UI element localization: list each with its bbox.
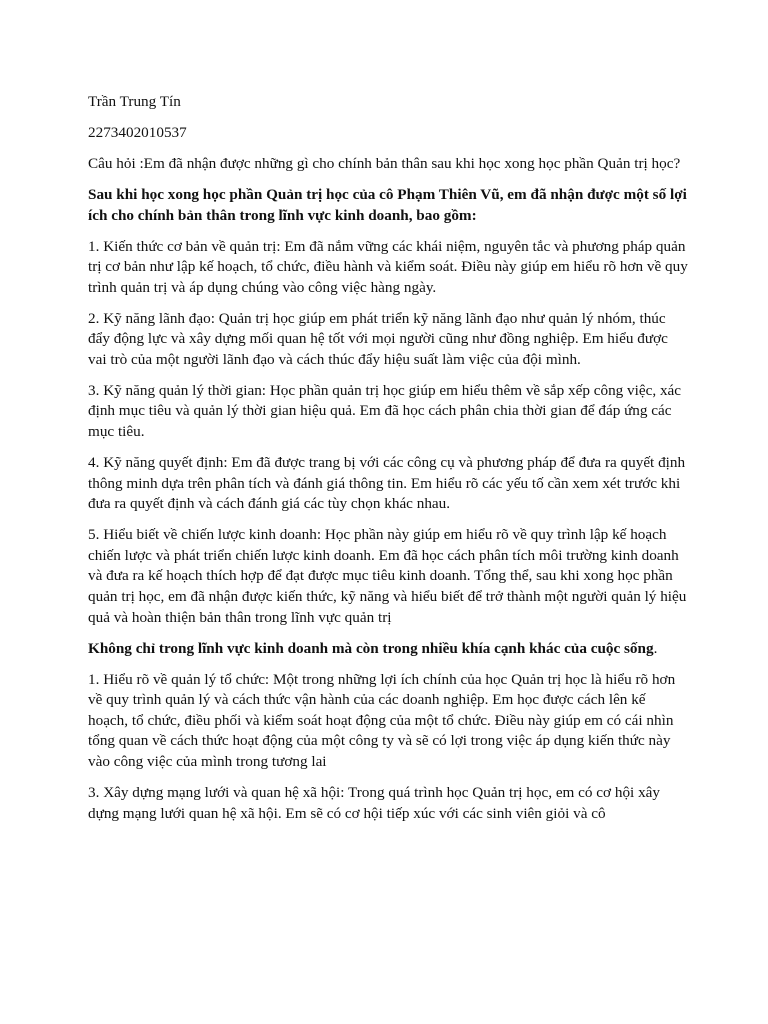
section-heading-bold: Không chỉ trong lĩnh vực kinh doanh mà còn trong nhiều khía cạnh khác của cuộc sống [88,639,654,657]
business-point: 2. Kỹ năng lãnh đạo: Quản trị học giúp em phát triển kỹ năng lãnh đạo như quản lý nhóm, thúc đẩy động lực và xây dựng mối quan hệ tốt với mọi người cũng như đồng nghiệp. Em hiểu được vai trò của một người lãnh đạo và cách thúc đẩy hiệu suất làm việc của đội mình. [88,309,668,368]
intro-paragraph: Sau khi học xong học phần Quản trị học của cô Phạm Thiên Vũ, em đã nhận được một số lợi ích cho chính bản thân trong lĩnh vực kinh doanh, bao gồm: [88,185,687,224]
life-point: 1. Hiểu rõ về quản lý tổ chức: Một trong những lợi ích chính của học Quản trị học là hiểu rõ hơn về quy trình quản lý và cách thức vận hành của các doanh nghiệp. Em học được cách lên kế hoạch, tổ chức, điều phối và kiểm soát hoạt động của một tổ chức. Điều này giúp em có cái nhìn tổng quan về cách thức hoạt động của một công ty và sẽ có lợi trong việc áp dụng kiến thức này vào công việc của mình trong tương lai [88,670,676,770]
question-text: Câu hỏi :Em đã nhận được những gì cho chính bản thân sau khi học xong học phần Quản trị học? [88,154,681,172]
business-point: 4. Kỹ năng quyết định: Em đã được trang bị với các công cụ và phương pháp để đưa ra quyết định thông minh dựa trên phân tích và đánh giá thông tin. Em hiểu rõ các yếu tố cần xem xét trước khi đưa ra quyết định và cách đánh giá các tùy chọn khác nhau. [88,454,686,513]
author-name: Trần Trung Tín [88,93,181,110]
student-id: 2273402010537 [88,123,187,141]
business-point: 1. Kiến thức cơ bản về quản trị: Em đã nắm vững các khái niệm, nguyên tắc và phương pháp quản trị cơ bản như lập kế hoạch, tổ chức, điều hành và kiểm soát. Điều này giúp em hiểu rõ hơn về quy trình quản trị và áp dụng chúng vào công việc hàng ngày. [88,237,688,296]
business-point: 3. Kỹ năng quản lý thời gian: Học phần quản trị học giúp em hiểu thêm về sắp xếp công việc, xác định mục tiêu và quản lý thời gian hiệu quả. Em đã học cách phân chia thời gian để đáp ứng các mục tiêu. [88,381,682,441]
section-heading [88,639,688,660]
document-body [88,92,688,835]
business-point: 5. Hiểu biết về chiến lược kinh doanh: Học phần này giúp em hiểu rõ về quy trình lập kế hoạch chiến lược và phát triển chiến lược kinh doanh. Em đã học cách phân tích môi trường kinh doanh và đưa ra kế hoạch thích hợp để đạt được mục tiêu kinh doanh. Tổng thể, sau khi xong học phần quản trị học, em đã nhận được kiến thức, kỹ năng và hiểu biết để trở thành một người quản lý hiệu quả và hoàn thiện bản thân trong lĩnh vực quản trị [88,526,687,626]
section-heading-tail: . [653,639,658,657]
life-point: 3. Xây dựng mạng lưới và quan hệ xã hội: Trong quá trình học Quản trị học, em có cơ hội xây dựng mạng lưới quan hệ xã hội. Em sẽ có cơ hội tiếp xúc với các sinh viên giỏi và cô [88,783,660,822]
